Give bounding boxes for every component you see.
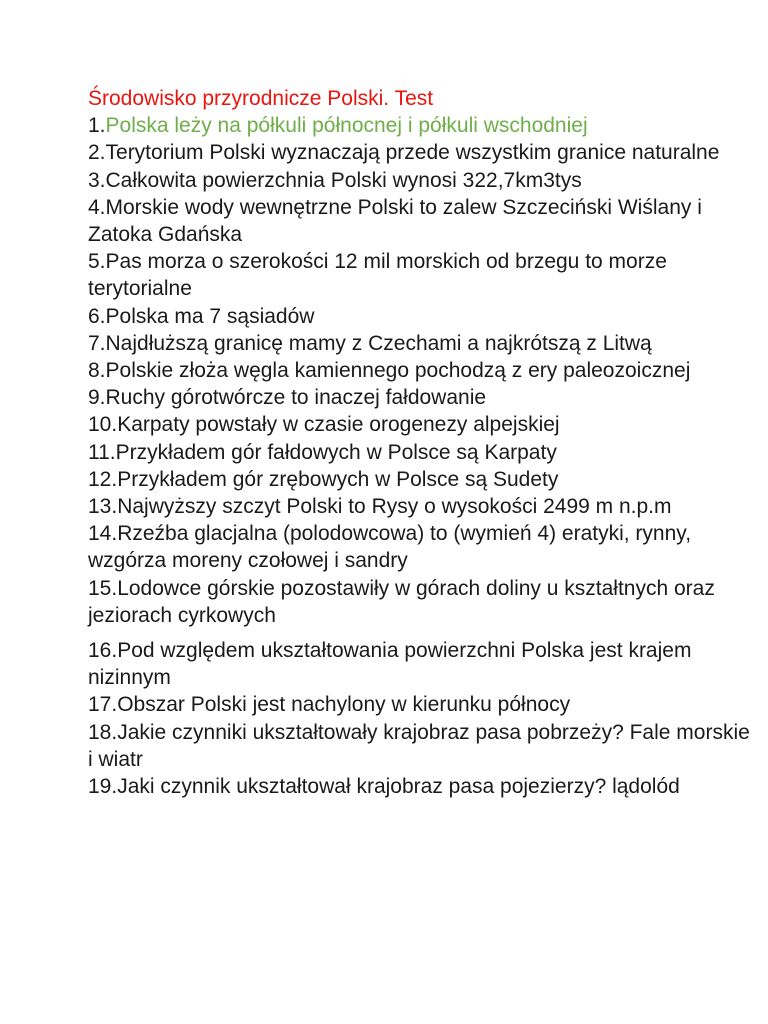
question-6: 6.Polska ma 7 sąsiadów (88, 304, 315, 328)
question-17: 17.Obszar Polski jest nachylony w kierunku północy (88, 693, 571, 717)
question-16: 16.Pod względem ukształtowania powierzchni Polska jest krajem nizinnym (88, 639, 692, 690)
question-14: 14.Rzeźba glacjalna (polodowcowa) to (wymień 4) eratyki, rynny, wzgórza moreny czołowej i sandry (88, 522, 692, 573)
question-9: 9.Ruchy górotwórcze to inaczej fałdowanie (88, 386, 487, 410)
question-10: 10.Karpaty powstały w czasie orogenezy alpejskiej (88, 413, 560, 437)
question-3: 3.Całkowita powierzchnia Polski wynosi 322,7km3tys (88, 168, 582, 192)
question-15: 15.Lodowce górskie pozostawiły w górach doliny u kształtnych oraz jeziorach cyrkowych (88, 576, 715, 627)
question-13: 13.Najwyższy szczyt Polski to Rysy o wysokości 2499 m n.p.m (88, 495, 672, 519)
document-title: Środowisko przyrodnicze Polski. Test (88, 87, 434, 110)
question-8: 8.Polskie złoża węgla kamiennego pochodzą z ery paleozoicznej (88, 359, 691, 383)
question-1 (88, 112, 760, 139)
question-12: 12.Przykładem gór zrębowych w Polsce są Sudety (88, 467, 559, 491)
question-7: 7.Najdłuższą granicę mamy z Czechami a najkrótszą z Litwą (88, 331, 652, 355)
question-5: 5.Pas morza o szerokości 12 mil morskich od brzegu to morze terytorialne (88, 250, 667, 301)
question-18: 18.Jakie czynniki ukształtowały krajobraz pasa pobrzeży? Fale morskie i wiatr (88, 720, 750, 771)
question-1-answer: Polska leży na półkuli północnej i półkuli wschodniej (105, 114, 588, 138)
question-4: 4.Morskie wody wewnętrzne Polski to zalew Szczeciński Wiślany i Zatoka Gdańska (88, 195, 702, 247)
question-19: 19.Jaki czynnik ukształtował krajobraz pasa pojezierzy? lądolód (88, 775, 680, 799)
question-1-number: 1. (88, 114, 106, 138)
document-page (88, 85, 760, 800)
question-2: 2.Terytorium Polski wyznaczają przede wszystkim granice naturalne (88, 141, 720, 165)
question-11: 11.Przykładem gór fałdowych w Polsce są Karpaty (88, 440, 557, 464)
